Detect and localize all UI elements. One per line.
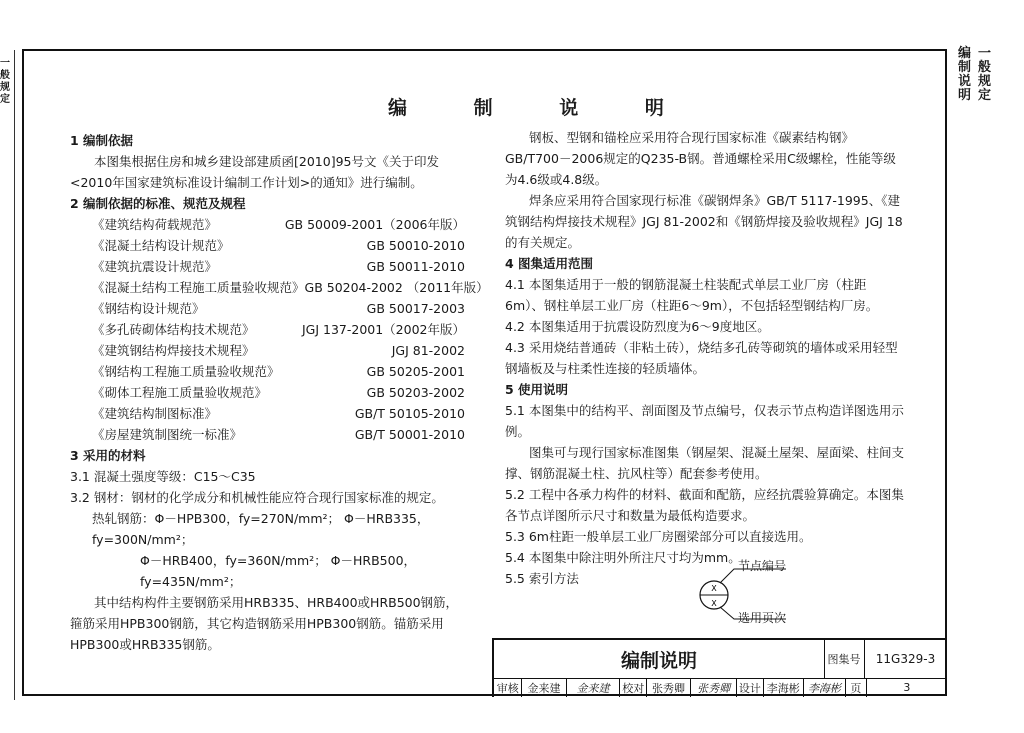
standard-code: GB 50017-2003 <box>366 301 465 316</box>
side-tab-col1: 编制说明 <box>958 46 972 103</box>
standard-row <box>70 382 465 403</box>
standard-name: 《建筑结构荷载规范》 <box>92 217 218 232</box>
title-block <box>492 638 947 697</box>
section-4-1: 4.1 本图集适用于一般的钢筋混凝土柱装配式单层工业厂房（柱距6m）、钢柱单层工业厂房（柱距6～9m），不包括轻型钢结构厂房。 <box>505 277 879 313</box>
standard-code: GB/T 50001-2010 <box>354 427 465 442</box>
page-title: 编 制 说 明 <box>388 97 694 119</box>
section-1-heading: 1 编制依据 <box>70 133 134 148</box>
section-5-5: 5.5 索引方法 <box>505 571 579 586</box>
steel-paragraph: 钢板、型钢和锚栓应采用符合现行国家标准《碳素结构钢》GB/T700－2006规定的Q235-B钢。普通螺栓采用C级螺栓，性能等级为4.6级或4.8级。 <box>505 130 896 187</box>
standard-code: GB 50009-2001（2006年版） <box>284 217 465 232</box>
standard-row <box>70 424 465 445</box>
standard-name: 《砌体工程施工质量验收规范》 <box>92 385 268 400</box>
standard-code: GB 50203-2002 <box>366 385 465 400</box>
standards-list <box>70 214 489 445</box>
right-column <box>505 127 905 589</box>
standard-name: 《房屋建筑制图统一标准》 <box>92 427 243 442</box>
standard-code: GB 50010-2010 <box>366 238 465 253</box>
section-4-2: 4.2 本图集适用于抗震设防烈度为6～9度地区。 <box>505 319 770 334</box>
section-4-heading: 4 图集适用范围 <box>505 256 594 271</box>
rebar-line-a: 热轧钢筋：Φ－HPB300，fy=270N/mm²； Φ－HRB335，fy=300N/mm²； <box>92 511 430 547</box>
standard-name: 《建筑钢结构焊接技术规程》 <box>92 343 255 358</box>
standard-row <box>70 340 465 361</box>
standard-row <box>70 256 465 277</box>
standard-name: 《钢结构设计规范》 <box>92 301 205 316</box>
page-select-label: 选用页次 <box>738 611 787 625</box>
node-number-label: 节点编号 <box>738 559 787 573</box>
standard-row <box>70 214 465 235</box>
standard-row <box>70 277 489 298</box>
standard-row <box>70 361 465 382</box>
rebar-note: 其中结构构件主要钢筋采用HRB335、HRB400或HRB500钢筋，箍筋采用HPB300钢筋，其它构造钢筋采用HPB300钢筋。锚筋采用HPB300或HRB335钢筋。 <box>70 595 459 652</box>
standard-row <box>70 235 465 256</box>
standard-name: 《建筑结构制图标准》 <box>92 406 218 421</box>
section-3-1: 3.1 混凝土强度等级：C15～C35 <box>70 469 256 484</box>
standard-code: JGJ 137-2001（2002年版） <box>301 322 465 337</box>
standard-name: 《多孔砖砌体结构技术规范》 <box>92 322 255 337</box>
check-name: 张秀卿 <box>647 678 691 697</box>
left-edge-tab: 一般规定 <box>0 58 10 105</box>
section-5-heading: 5 使用说明 <box>505 382 569 397</box>
section-5-3: 5.3 6m柱距一般单层工业厂房圈梁部分可以直接选用。 <box>505 529 812 544</box>
section-2-heading: 2 编制依据的标准、规范及规程 <box>70 196 246 211</box>
standard-code: GB 50204-2002 （2011年版） <box>304 280 489 295</box>
section-3-2: 3.2 钢材：钢材的化学成分和机械性能应符合现行国家标准的规定。 <box>70 490 444 505</box>
rebar-line-b: Φ－HRB400，fy=360N/mm²； Φ－HRB500，fy=435N/mm²； <box>140 553 417 589</box>
standard-row <box>70 319 465 340</box>
section-5-2: 5.2 工程中各承力构件的材料、截面和配筋，应经抗震验算确定。本图集各节点详图所示尺寸和数量为最低构造要求。 <box>505 487 904 523</box>
standard-name: 《混凝土结构工程施工质量验收规范》 <box>92 280 305 295</box>
design-key: 设计 <box>737 678 763 697</box>
standard-name: 《建筑抗震设计规范》 <box>92 259 218 274</box>
standard-code: GB 50011-2010 <box>366 259 465 274</box>
title-block-name: 编制说明 <box>494 640 825 678</box>
check-key: 校对 <box>620 678 646 697</box>
standard-code: GB/T 50105-2010 <box>354 406 465 421</box>
svg-text:X: X <box>711 584 717 593</box>
review-name: 金来建 <box>522 678 566 697</box>
design-signature: 李海彬 <box>804 678 846 697</box>
side-tab-col2: 一般规定 <box>978 46 992 103</box>
atlas-no-value: 11G329-3 <box>875 652 936 666</box>
svg-text:X: X <box>711 599 717 608</box>
page-number: 3 <box>903 681 911 694</box>
binding-line <box>14 50 15 700</box>
standard-name: 《混凝土结构设计规范》 <box>92 238 230 253</box>
section-5-1-b: 图集可与现行国家标准图集（钢屋架、混凝土屋架、屋面梁、柱间支撑、钢筋混凝土柱、抗风柱等）配套参考使用。 <box>505 445 905 481</box>
standard-row <box>70 403 465 424</box>
section-5-4: 5.4 本图集中除注明外所注尺寸均为mm。 <box>505 550 741 565</box>
section-4-3: 4.3 采用烧结普通砖（非粘土砖），烧结多孔砖等砌筑的墙体或采用轻型钢墙板及与柱柔性连接的轻质墙体。 <box>505 340 898 376</box>
weld-paragraph: 焊条应采用符合国家现行标准《碳钢焊条》GB/T 5117-1995、《建筑钢结构焊接技术规程》JGJ 81-2002和《钢筋焊接及验收规程》JGJ 18的有关规定。 <box>505 193 903 250</box>
check-signature: 张秀卿 <box>691 678 737 697</box>
left-column <box>70 130 489 655</box>
review-key: 审核 <box>494 678 522 697</box>
standard-code: GB 50205-2001 <box>366 364 465 379</box>
standard-code: JGJ 81-2002 <box>391 343 465 358</box>
review-signature: 金来建 <box>567 678 621 697</box>
standard-name: 《钢结构工程施工质量验收规范》 <box>92 364 280 379</box>
standard-row <box>70 298 465 319</box>
section-1-text: 本图集根据住房和城乡建设部建质函[2010]95号文《关于印发<2010年国家建筑标准设计编制工作计划>的通知》进行编制。 <box>70 154 439 190</box>
section-5-1: 5.1 本图集中的结构平、剖面图及节点编号，仅表示节点构造详图选用示例。 <box>505 403 904 439</box>
atlas-no-key: 图集号 <box>824 640 865 678</box>
section-3-heading: 3 采用的材料 <box>70 448 146 463</box>
page-key: 页 <box>846 678 867 697</box>
design-name: 李海彬 <box>764 678 804 697</box>
